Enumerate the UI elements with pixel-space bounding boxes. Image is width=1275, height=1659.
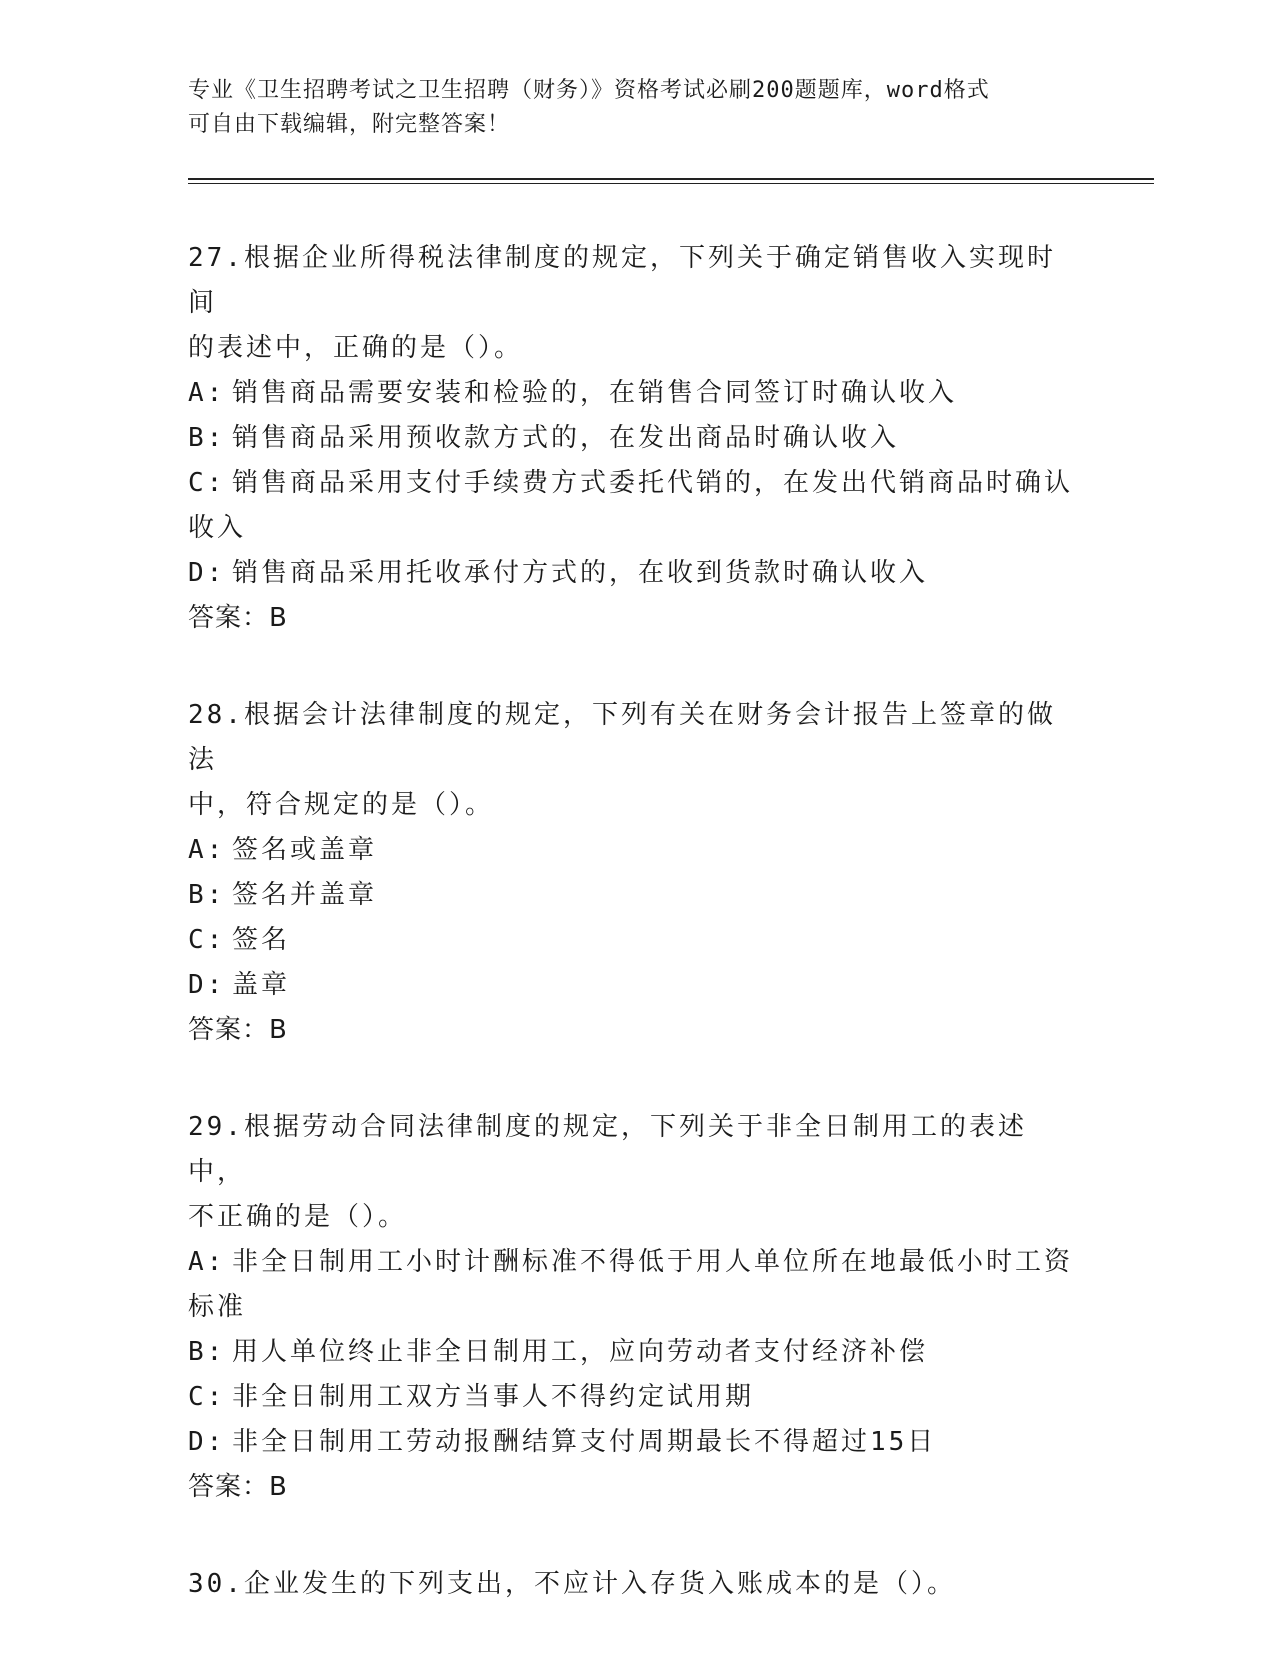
option-text: 销售商品采用托收承付方式的，在收到货款时确认收入 bbox=[232, 558, 929, 588]
question-stem-line: 28.根据会计法律制度的规定，下列有关在财务会计报告上签章的做法 bbox=[188, 700, 1056, 775]
option-line bbox=[188, 963, 1078, 1008]
option-line bbox=[188, 1240, 1078, 1285]
option-text: 收入 bbox=[188, 513, 247, 543]
answer-line: 答案：B bbox=[188, 1472, 288, 1502]
answer-line: 答案：B bbox=[188, 1015, 288, 1045]
question-stem-line: 30.企业发生的下列支出，不应计入存货入账成本的是（）。 bbox=[188, 1569, 956, 1599]
header-line-2: 可自由下载编辑，附完整答案！ bbox=[188, 112, 511, 137]
option-line bbox=[188, 918, 1078, 963]
option-key: B: bbox=[188, 423, 226, 453]
option-line bbox=[188, 1285, 1078, 1330]
option-line bbox=[188, 416, 1078, 461]
option-line bbox=[188, 1420, 1078, 1465]
option-text: 销售商品采用支付手续费方式委托代销的，在发出代销商品时确认 bbox=[232, 468, 1074, 498]
option-key: B: bbox=[188, 1337, 226, 1367]
option-text: 销售商品需要安装和检验的，在销售合同签订时确认收入 bbox=[232, 378, 958, 408]
option-key: A: bbox=[188, 1247, 226, 1277]
option-text: 签名或盖章 bbox=[232, 835, 378, 865]
option-key: D: bbox=[188, 558, 226, 588]
header-line-1: 专业《卫生招聘考试之卫生招聘（财务）》资格考试必刷200题题库，word格式 bbox=[188, 78, 990, 103]
option-line bbox=[188, 873, 1078, 918]
option-key: C: bbox=[188, 1382, 226, 1412]
option-text: 签名并盖章 bbox=[232, 880, 378, 910]
option-key: D: bbox=[188, 970, 226, 1000]
question-stem-line: 29.根据劳动合同法律制度的规定，下列关于非全日制用工的表述中， bbox=[188, 1112, 1027, 1187]
question-block bbox=[188, 1562, 1078, 1607]
question-list bbox=[188, 236, 1078, 1659]
question-stem-line: 中，符合规定的是（）。 bbox=[188, 790, 495, 820]
option-key: C: bbox=[188, 468, 226, 498]
option-key: A: bbox=[188, 378, 226, 408]
question-stem-line: 27.根据企业所得税法律制度的规定，下列关于确定销售收入实现时间 bbox=[188, 243, 1056, 318]
option-text: 非全日制用工劳动报酬结算支付周期最长不得超过15日 bbox=[232, 1427, 937, 1457]
option-line bbox=[188, 1375, 1078, 1420]
question-stem-line: 不正确的是（）。 bbox=[188, 1202, 408, 1232]
option-key: D: bbox=[188, 1427, 226, 1457]
option-text: 非全日制用工小时计酬标准不得低于用人单位所在地最低小时工资 bbox=[232, 1247, 1074, 1277]
option-text: 标准 bbox=[188, 1292, 247, 1322]
option-line bbox=[188, 1330, 1078, 1375]
option-key: C: bbox=[188, 925, 226, 955]
option-line bbox=[188, 506, 1078, 551]
option-text: 用人单位终止非全日制用工，应向劳动者支付经济补偿 bbox=[232, 1337, 929, 1367]
option-key: B: bbox=[188, 880, 226, 910]
option-line bbox=[188, 461, 1078, 506]
option-text: 盖章 bbox=[232, 970, 291, 1000]
header-divider bbox=[188, 178, 1154, 184]
document-header bbox=[188, 74, 1088, 142]
option-text: 签名 bbox=[232, 925, 291, 955]
question-block bbox=[188, 1105, 1078, 1510]
option-text: 非全日制用工双方当事人不得约定试用期 bbox=[232, 1382, 755, 1412]
question-block bbox=[188, 236, 1078, 641]
option-key: A: bbox=[188, 835, 226, 865]
option-line bbox=[188, 828, 1078, 873]
option-line bbox=[188, 551, 1078, 596]
option-line bbox=[188, 371, 1078, 416]
question-block bbox=[188, 693, 1078, 1053]
question-stem-line: 的表述中，正确的是（）。 bbox=[188, 333, 524, 363]
answer-line: 答案：B bbox=[188, 603, 288, 633]
option-text: 销售商品采用预收款方式的，在发出商品时确认收入 bbox=[232, 423, 900, 453]
